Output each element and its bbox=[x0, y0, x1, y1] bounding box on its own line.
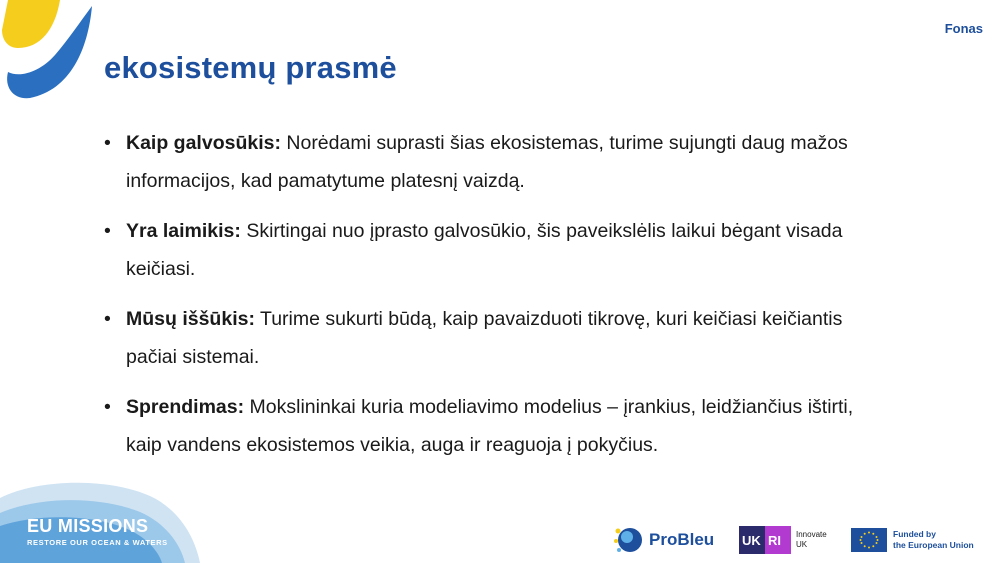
bullet-dot: • bbox=[104, 396, 111, 418]
bullet-label: Mūsų iššūkis: bbox=[126, 308, 255, 330]
ukri-icon bbox=[739, 526, 791, 554]
bullet-list bbox=[104, 124, 884, 476]
innovate-uk-logo bbox=[739, 526, 827, 554]
bullet-item bbox=[104, 300, 884, 376]
bullet-item bbox=[104, 212, 884, 288]
svg-text:RI: RI bbox=[768, 533, 781, 548]
bullet-dot: • bbox=[104, 220, 111, 242]
bullet-text: Turime sukurti būdą, kaip pavaizduoti tikrovę, kuri keičiasi keičiantis pačiai sistemai. bbox=[126, 308, 843, 368]
eu-flag-icon bbox=[851, 528, 887, 552]
bullet-text: Mokslininkai kuria modeliavimo modelius – įrankius, leidžiančius ištirti, kaip vandens ekosistemos veikia, auga ir reaguoja į pokyčius. bbox=[126, 396, 854, 456]
svg-text:UK: UK bbox=[742, 533, 761, 548]
eu-funded-logo bbox=[851, 528, 974, 552]
bullet-dot: • bbox=[104, 308, 111, 330]
innovate-uk-line1: Innovate bbox=[796, 530, 827, 539]
innovate-uk-line2: UK bbox=[796, 540, 808, 549]
eu-missions-subtitle: RESTORE OUR OCEAN & WATERS bbox=[27, 538, 168, 547]
bullet-text: Skirtingai nuo įprasto galvosūkio, šis paveikslėlis laikui bėgant visada keičiasi. bbox=[126, 220, 843, 280]
bullet-label: Kaip galvosūkis: bbox=[126, 132, 281, 154]
page-title: ekosistemų prasmė bbox=[104, 50, 397, 85]
bullet-item bbox=[104, 388, 884, 464]
bullet-label: Yra laimikis: bbox=[126, 220, 241, 242]
section-tag: Fonas bbox=[944, 21, 983, 36]
probleu-wordmark: ProBleu bbox=[649, 530, 715, 549]
bullet-item bbox=[104, 124, 884, 200]
eu-funded-line2: the European Union bbox=[893, 540, 974, 550]
eu-missions-logo bbox=[27, 516, 168, 547]
eu-funded-line1: Funded by bbox=[893, 529, 936, 539]
bullet-dot: • bbox=[104, 132, 111, 154]
bullet-label: Sprendimas: bbox=[126, 396, 245, 418]
bullet-text: Norėdami suprasti šias ekosistemas, turime sujungti daug mažos informacijos, kad pamatytume platesnį vaizdą. bbox=[126, 132, 848, 192]
eu-missions-title: EU MISSIONS bbox=[27, 516, 149, 536]
probleu-corner-logo bbox=[0, 0, 100, 100]
probleu-icon bbox=[613, 525, 645, 555]
probleu-logo bbox=[613, 525, 714, 555]
